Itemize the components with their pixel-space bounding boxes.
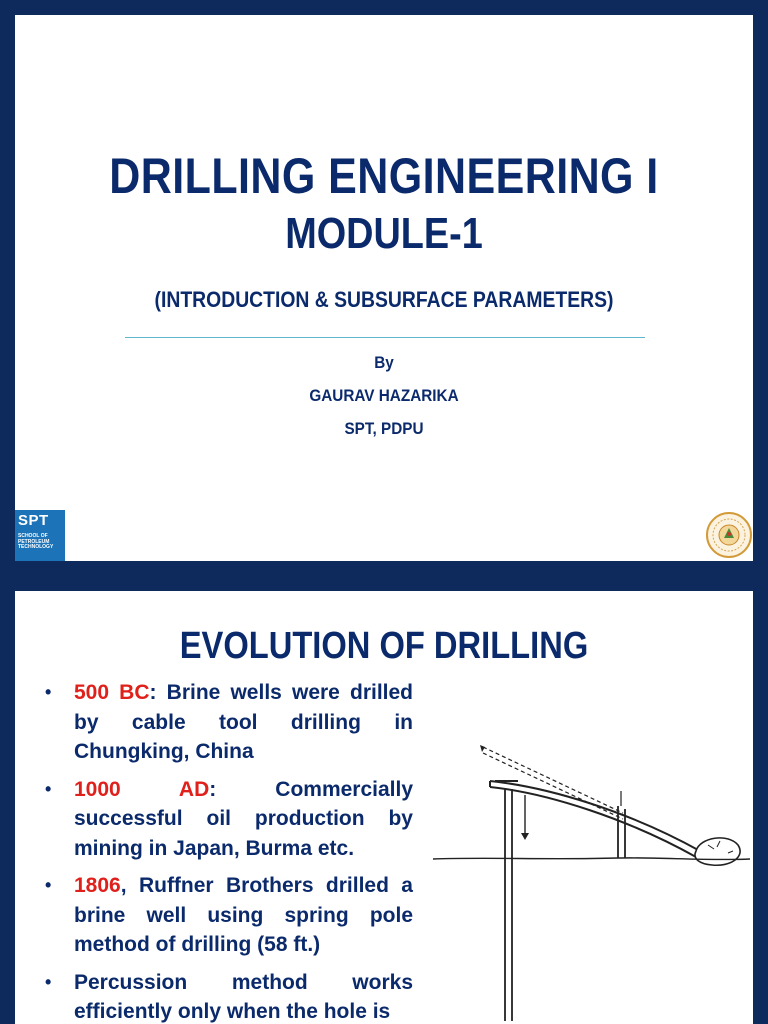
bullet-text: : Commercially successful oil production by mining in Japan, Burma etc. [74,777,414,860]
list-item [45,968,413,1024]
logo-abbr: SPT [18,512,49,529]
author-name: GAURAV HAZARIKA [309,386,459,405]
bullet-text: Percussion method works efficiently only when the hole is [74,970,413,1023]
bullet-text: , Ruffner Brothers drilled a brine well using spring pole method of drilling (58 ft.) [74,874,413,956]
module-title: MODULE-1 [285,209,483,258]
list-item [45,678,413,767]
list-item [45,871,413,960]
logo-full-name: SCHOOL OF PETROLEUM TECHNOLOGY [18,533,54,550]
slide-title: EVOLUTION OF DRILLING [179,625,589,667]
bullet-highlight: 1806 [74,874,121,897]
module-subtitle: (INTRODUCTION & SUBSURFACE PARAMETERS) [154,287,614,312]
title-slide [15,15,753,561]
spt-logo [15,510,65,561]
by-label: By [374,353,394,372]
bullet-list [45,678,413,1024]
bullet-highlight: 500 BC [74,681,150,704]
bullet-highlight: 1000 AD [74,777,210,801]
list-item [45,775,413,864]
author-affiliation: SPT, PDPU [344,419,424,438]
university-seal-icon [705,511,753,559]
presentation-title: DRILLING ENGINEERING I [109,148,659,204]
spring-pole-drilling-icon [428,741,753,1024]
bullet-text: : Brine wells were drilled by cable tool drilling in Chungking, China [74,681,414,763]
evolution-slide [15,591,753,1024]
divider [125,337,645,338]
